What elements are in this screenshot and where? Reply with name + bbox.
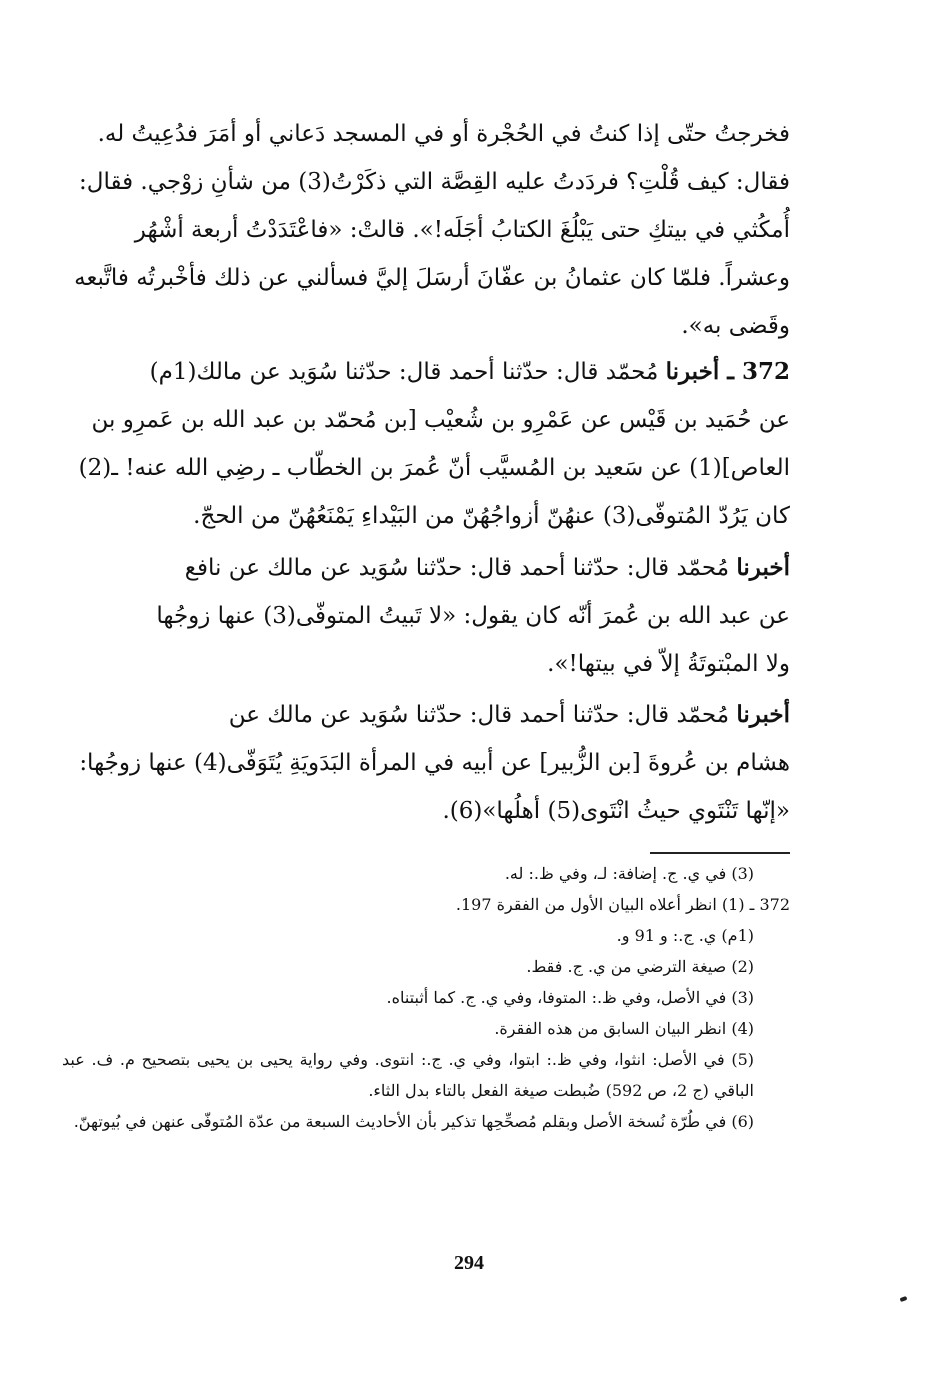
paragraph-lead: أخبرنا <box>736 554 790 581</box>
paragraph-372 <box>62 348 790 540</box>
footnote: (1م) ي. ج.: و 91 و. <box>616 926 754 945</box>
paragraph-line: مُحمّد قال: حدّثنا أحمد قال: حدّثنا سُوَيد عن مالك(1م) <box>149 359 659 385</box>
paragraph-line: كان يَرُدّ المُتوفّى(3) عنهُنّ أزواجُهُنّ من البَيْداءِ يَمْنَعُهُنّ من الحجّ. <box>193 503 790 529</box>
paragraph-line: هشام بن عُروةَ [بن الزُّبير] عن أبيه في المرأة البَدَويَةِ يُتَوَفّى(4) عنها زوجُها: <box>79 750 790 776</box>
footnotes <box>62 858 790 1137</box>
paragraph-first-line <box>62 691 790 739</box>
paragraph-line: مُحمّد قال: حدّثنا أحمد قال: حدّثنا سُوَيد عن مالك عن نافع <box>184 555 730 581</box>
paragraph-lead: 372 ـ أخبرنا <box>665 358 790 385</box>
paragraph-3 <box>62 544 790 688</box>
paragraph-lead: أخبرنا <box>736 701 790 728</box>
paragraph-line: وقَضى به». <box>681 313 790 339</box>
paragraph-1 <box>62 110 790 350</box>
paragraph-line: «إنّها تَنْتَوي حيثُ انْتَوى(5) أهلُها»(6). <box>442 798 790 824</box>
paragraph-line: ولا المبْتوتَةُ إلاّ في بيتها!». <box>547 651 790 677</box>
footnote: (3) في الأصل، وفي ظ.: المتوفا، وفي ي. ج. كما أثبتناه. <box>386 988 754 1007</box>
scan-speck <box>900 1296 908 1302</box>
paragraph-first-line <box>62 348 790 396</box>
footnote: (3) في ي. ج. إضافة: لـ، وفي ظ.: له. <box>504 864 754 883</box>
footnote: (4) انظر البيان السابق من هذه الفقرة. <box>494 1019 754 1038</box>
footnote: (2) صيغة الترضي من ي. ج. فقط. <box>526 957 754 976</box>
paragraph-line: أُمكُثي في بيتكِ حتى يَبْلُغَ الكتابُ أجَلَه!». قالتْ: «فاعْتَدَدْتُ أربعة أشْهُر <box>134 217 790 243</box>
paragraph-line: مُحمّد قال: حدّثنا أحمد قال: حدّثنا سُوَيد عن مالك عن <box>228 702 730 728</box>
paragraph-line: وعشراً. فلمّا كان عثمانُ بن عفّانَ أرسَلَ إليَّ فسألني عن ذلك فأخْبرتُه فاتَّبعه <box>74 265 790 291</box>
footnote: (5) في الأصل: انثوا، وفي ظ.: ابتوا، وفي ي. ج.: انتوى. وفي رواية يحيى بن يحيى بتصحيح م. ف. عبد الباقي (ج 2، ص 592) ضُبطت صيغة الفعل بالتاء بدل الثاء. <box>62 1050 754 1100</box>
footnote: 372 ـ (1) انظر أعلاه البيان الأول من الفقرة 197. <box>455 895 790 914</box>
footnote: (6) في طُرّة نُسخة الأصل وبقلم مُصحِّحِها تذكير بأن الأحاديث السبعة من عدّة المُتوفّى عنهن في بُيوتهنّ. <box>73 1112 754 1131</box>
paragraph-4 <box>62 691 790 835</box>
paragraph-line: فقال: كيف قُلْتِ؟ فردَدتُ عليه القِصَّة التي ذكَرْتُ(3) من شأنِ زوْجي. فقال: <box>78 169 790 195</box>
footnote-separator <box>650 852 790 854</box>
paragraph-line: فخرجتُ حتّى إذا كنتُ في الحُجْرة أو في المسجد دَعاني أو أمَرَ فدُعِيتُ له. <box>97 121 790 147</box>
paragraph-line: عن حُمَيد بن قَيْس عن عَمْرِو بن شُعيْب [بن مُحمّد بن عبد الله بن عَمرِو بن <box>91 407 790 433</box>
paragraph-line: العاص](1) عن سَعيد بن المُسيَّب أنّ عُمرَ بن الخطّاب ـ رضِي الله عنه! ـ(2) <box>78 455 790 481</box>
page-number: 294 <box>454 1252 484 1274</box>
paragraph-line: عن عبد الله بن عُمرَ أنّه كان يقول: «لا تَبيتُ المتوفّى(3) عنها زوجُها <box>156 603 790 629</box>
paragraph-first-line <box>62 544 790 592</box>
